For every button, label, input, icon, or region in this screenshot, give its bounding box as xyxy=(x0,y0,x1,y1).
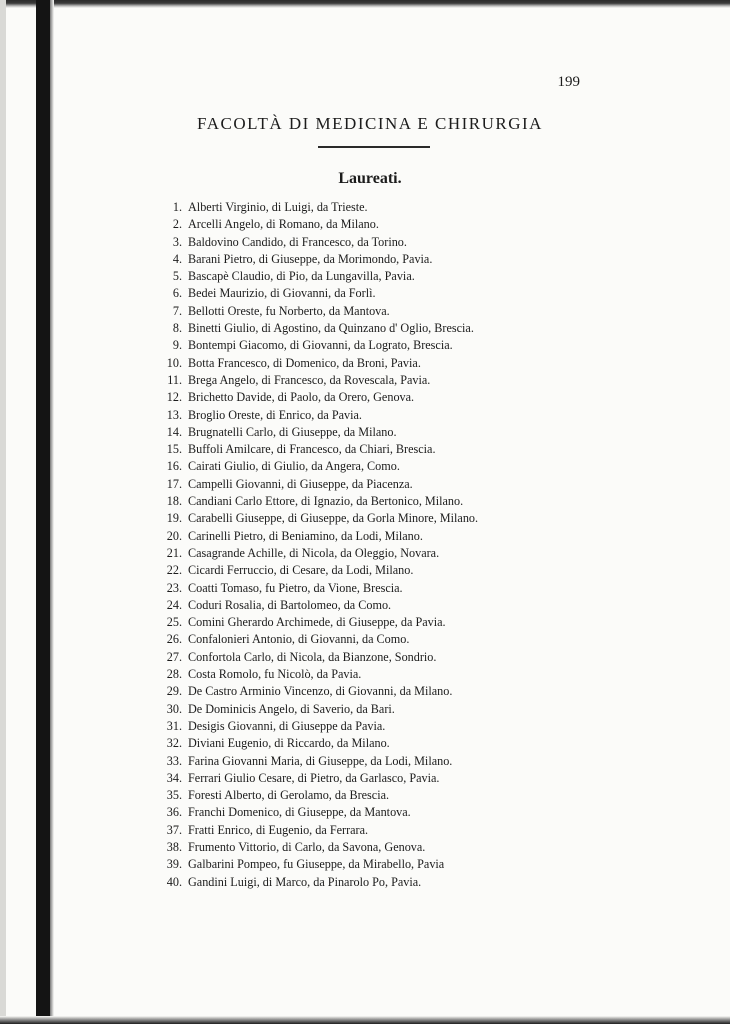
graduate-entry xyxy=(150,735,610,752)
graduate-entry xyxy=(150,718,610,735)
entry-text: Ferrari Giulio Cesare, di Pietro, da Garlasco, Pavia. xyxy=(188,770,440,785)
graduate-entry xyxy=(150,389,610,406)
entry-text: Barani Pietro, di Giuseppe, da Morimondo, Pavia. xyxy=(188,251,433,266)
entry-number: 22. xyxy=(166,563,182,578)
entry-number: 30. xyxy=(166,701,182,716)
graduate-entry xyxy=(150,441,610,458)
entry-text: Brichetto Davide, di Paolo, da Orero, Genova. xyxy=(188,390,415,405)
entry-text: Cairati Giulio, di Giulio, da Angera, Como. xyxy=(188,459,400,474)
graduate-entry xyxy=(150,476,610,493)
entry-text: Costa Romolo, fu Nicolò, da Pavia. xyxy=(188,667,362,682)
graduate-entry xyxy=(150,666,610,683)
entry-number: 20. xyxy=(166,528,182,543)
graduate-entry xyxy=(150,251,610,268)
graduate-entry xyxy=(150,285,610,302)
graduate-entry xyxy=(150,822,610,839)
graduate-entry xyxy=(150,770,610,787)
entry-text: Coatti Tomaso, fu Pietro, da Vione, Brescia. xyxy=(188,580,403,595)
entry-text: Botta Francesco, di Domenico, da Broni, Pavia. xyxy=(188,355,421,370)
entry-number: 14. xyxy=(166,424,182,439)
entry-text: Bellotti Oreste, fu Norberto, da Mantova. xyxy=(188,303,390,318)
entry-text: Carinelli Pietro, di Beniamino, da Lodi, Milano. xyxy=(188,528,423,543)
entry-text: Bontempi Giacomo, di Giovanni, da Lograto, Brescia. xyxy=(188,338,453,353)
entry-number: 38. xyxy=(166,839,182,854)
graduate-entry xyxy=(150,234,610,251)
entry-number: 31. xyxy=(166,718,182,733)
graduate-entry xyxy=(150,303,610,320)
entry-text: Confortola Carlo, di Nicola, da Bianzone, Sondrio. xyxy=(188,649,437,664)
graduate-entry xyxy=(150,631,610,648)
spine-gradient xyxy=(50,0,54,1024)
graduate-entry xyxy=(150,562,610,579)
entry-number: 29. xyxy=(166,684,182,699)
entry-text: Bascapè Claudio, di Pio, da Lungavilla, Pavia. xyxy=(188,269,415,284)
title-divider xyxy=(318,146,430,148)
entry-text: Bedei Maurizio, di Giovanni, da Forlì. xyxy=(188,286,376,301)
entry-text: Coduri Rosalia, di Bartolomeo, da Como. xyxy=(188,597,392,612)
entry-number: 8. xyxy=(172,321,182,336)
entry-text: Brega Angelo, di Francesco, da Rovescala, Pavia. xyxy=(188,372,431,387)
entry-text: Buffoli Amilcare, di Francesco, da Chiari, Brescia. xyxy=(188,442,436,457)
graduate-entry xyxy=(150,580,610,597)
graduate-entry xyxy=(150,528,610,545)
entry-number: 28. xyxy=(166,667,182,682)
graduates-list xyxy=(150,199,610,891)
entry-text: Confalonieri Antonio, di Giovanni, da Como. xyxy=(188,632,410,647)
entry-number: 7. xyxy=(172,303,182,318)
entry-number: 24. xyxy=(166,597,182,612)
entry-number: 36. xyxy=(166,805,182,820)
graduate-entry xyxy=(150,787,610,804)
entry-number: 19. xyxy=(166,511,182,526)
graduate-entry xyxy=(150,320,610,337)
graduate-entry xyxy=(150,701,610,718)
entry-text: Binetti Giulio, di Agostino, da Quinzano d' Oglio, Brescia. xyxy=(188,321,474,336)
entry-text: Frumento Vittorio, di Carlo, da Savona, Genova. xyxy=(188,839,426,854)
entry-text: Brugnatelli Carlo, di Giuseppe, da Milano. xyxy=(188,424,397,439)
entry-text: Baldovino Candido, di Francesco, da Torino. xyxy=(188,234,407,249)
entry-text: Broglio Oreste, di Enrico, da Pavia. xyxy=(188,407,362,422)
entry-number: 40. xyxy=(166,874,182,889)
entry-number: 16. xyxy=(166,459,182,474)
entry-number: 18. xyxy=(166,494,182,509)
graduate-entry xyxy=(150,493,610,510)
entry-number: 15. xyxy=(166,442,182,457)
graduate-entry xyxy=(150,839,610,856)
entry-number: 27. xyxy=(166,649,182,664)
entry-number: 34. xyxy=(166,770,182,785)
book-spine-shadow xyxy=(36,0,50,1024)
graduate-entry xyxy=(150,545,610,562)
entry-text: Galbarini Pompeo, fu Giuseppe, da Mirabello, Pavia xyxy=(188,857,445,872)
graduate-entry xyxy=(150,372,610,389)
entry-text: Alberti Virginio, di Luigi, da Trieste. xyxy=(188,200,368,214)
graduate-entry xyxy=(150,337,610,354)
entry-text: De Dominicis Angelo, di Saverio, da Bari. xyxy=(188,701,395,716)
entry-text: Carabelli Giuseppe, di Giuseppe, da Gorla Minore, Milano. xyxy=(188,511,479,526)
entry-number: 13. xyxy=(166,407,182,422)
entry-text: Foresti Alberto, di Gerolamo, da Brescia. xyxy=(188,788,390,803)
entry-text: Desigis Giovanni, di Giuseppe da Pavia. xyxy=(188,718,386,733)
entry-number: 6. xyxy=(172,286,182,301)
entry-text: Cicardi Ferruccio, di Cesare, da Lodi, Milano. xyxy=(188,563,414,578)
graduate-entry xyxy=(150,355,610,372)
graduate-entry xyxy=(150,216,610,233)
graduate-entry xyxy=(150,683,610,700)
graduate-entry xyxy=(150,856,610,873)
entry-number: 33. xyxy=(166,753,182,768)
entry-text: Farina Giovanni Maria, di Giuseppe, da Lodi, Milano. xyxy=(188,753,453,768)
entry-number: 17. xyxy=(166,476,182,491)
entry-number: 32. xyxy=(166,736,182,751)
entry-number: 10. xyxy=(166,355,182,370)
graduate-entry xyxy=(150,199,610,216)
entry-number: 2. xyxy=(172,217,182,232)
graduate-entry xyxy=(150,614,610,631)
graduate-entry xyxy=(150,753,610,770)
page-bottom-edge xyxy=(0,1016,730,1024)
list-heading: Laureati. xyxy=(338,170,402,187)
entry-text: Gandini Luigi, di Marco, da Pinarolo Po, Pavia. xyxy=(188,874,422,889)
entry-number: 37. xyxy=(166,822,182,837)
entry-text: De Castro Arminio Vincenzo, di Giovanni, da Milano. xyxy=(188,684,453,699)
entry-number: 23. xyxy=(166,580,182,595)
entry-text: Diviani Eugenio, di Riccardo, da Milano. xyxy=(188,736,390,751)
entry-number: 35. xyxy=(166,788,182,803)
entry-number: 3. xyxy=(172,234,182,249)
entry-text: Franchi Domenico, di Giuseppe, da Mantova. xyxy=(188,805,411,820)
entry-text: Comini Gherardo Archimede, di Giuseppe, da Pavia. xyxy=(188,615,446,630)
graduate-entry xyxy=(150,804,610,821)
graduate-entry xyxy=(150,424,610,441)
entry-text: Arcelli Angelo, di Romano, da Milano. xyxy=(188,217,379,232)
graduate-entry xyxy=(150,874,610,891)
entry-number: 9. xyxy=(172,338,182,353)
graduate-entry xyxy=(150,649,610,666)
entry-number: 39. xyxy=(166,857,182,872)
page-top-edge xyxy=(0,0,730,8)
entry-number: 5. xyxy=(172,269,182,284)
entry-number: 11. xyxy=(167,372,182,387)
entry-text: Casagrande Achille, di Nicola, da Oleggio, Novara. xyxy=(188,545,440,560)
section-title: FACOLTÀ DI MEDICINA E CHIRURGIA xyxy=(197,114,543,133)
entry-text: Fratti Enrico, di Eugenio, da Ferrara. xyxy=(188,822,369,837)
entry-number: 25. xyxy=(166,615,182,630)
graduate-entry xyxy=(150,510,610,527)
entry-text: Candiani Carlo Ettore, di Ignazio, da Bertonico, Milano. xyxy=(188,494,464,509)
entry-number: 4. xyxy=(172,251,182,266)
graduate-entry xyxy=(150,458,610,475)
page-number: 199 xyxy=(557,74,580,90)
entry-number: 26. xyxy=(166,632,182,647)
graduate-entry xyxy=(150,268,610,285)
graduate-entry xyxy=(150,407,610,424)
graduate-entry xyxy=(150,597,610,614)
entry-number: 21. xyxy=(166,545,182,560)
entry-number: 1. xyxy=(172,200,182,214)
page-outer-edge xyxy=(0,0,6,1024)
entry-text: Campelli Giovanni, di Giuseppe, da Piacenza. xyxy=(188,476,413,491)
entry-number: 12. xyxy=(166,390,182,405)
